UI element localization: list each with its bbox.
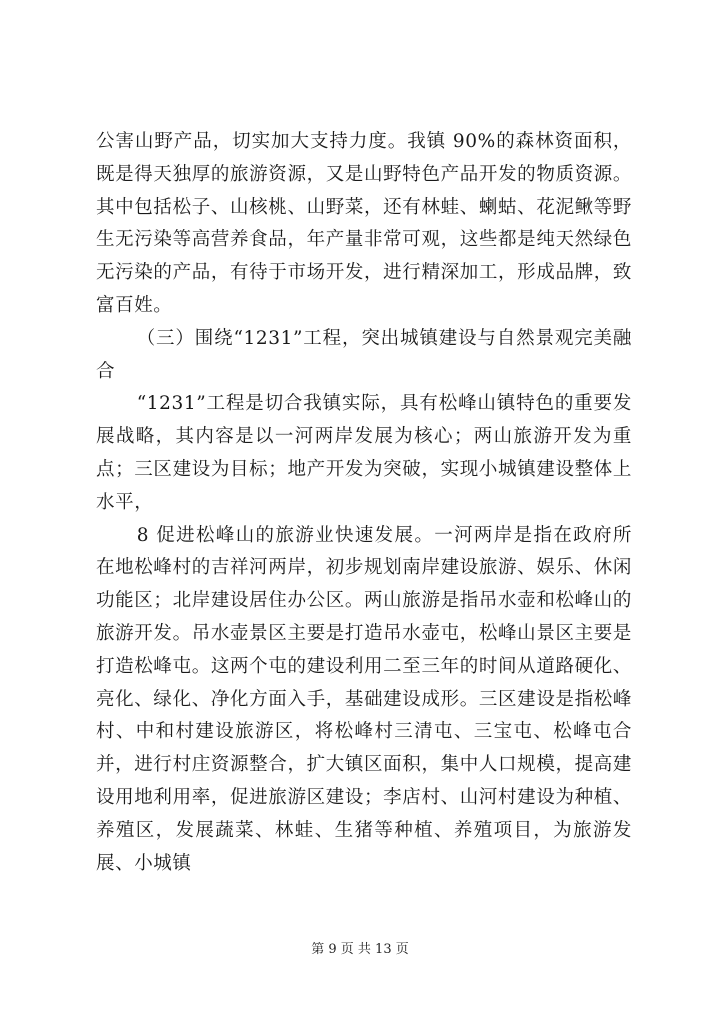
paragraph-forest-resources: 公害山野产品，切实加大支持力度。我镇 90%的森林资面积，既是得天独厚的旅游资源，又是山野特色产品开发的物质资源。其中包括松子、山核桃、山野菜，还有林蛙、蝲蛄、花泥鳅等野生无污染等高营养食品，年产量非常可观，这些都是纯天然绿色无污染的产品，有待于市场开发，进行精深加工，形成品牌，致富百姓。 bbox=[96, 131, 632, 316]
section-heading-1231-project: （三）围绕“1231”工程，突出城镇建设与自然景观完美融合 bbox=[96, 327, 632, 382]
page-number: 第 9 页 共 13 页 bbox=[311, 942, 409, 957]
paragraph-tourism-development: 8 促进松峰山的旅游业快速发展。一河两岸是指在政府所在地松峰村的吉祥河两岸，初步规划南岸建设旅游、娱乐、休闲功能区；北岸建设居住办公区。两山旅游是指吊水壶和松峰山的旅游开发。吊水壶景区主要是打造吊水壶屯，松峰山景区主要是打造松峰屯。这两个屯的建设利用二至三年的时间从道路硬化、亮化、绿化、净化方面入手，基础建设成形。三区建设是指松峰村、中和村建设旅游区，将松峰村三清屯、三宝屯、松峰屯合并，进行村庄资源整合，扩大镇区面积，集中人口规模，提高建设用地利用率，促进旅游区建设；李店村、山河村建设为种植、养殖区，发展蔬菜、林蛙、生猪等种植、养殖项目，为旅游发展、小城镇 bbox=[96, 524, 632, 874]
document-body bbox=[96, 126, 632, 880]
paragraph-1231-strategy: “1231”工程是切合我镇实际，具有松峰山镇特色的重要发展战略，其内容是以一河两岸发展为核心；两山旅游开发为重点；三区建设为目标；地产开发为突破，实现小城镇建设整体上水平， bbox=[96, 393, 632, 513]
